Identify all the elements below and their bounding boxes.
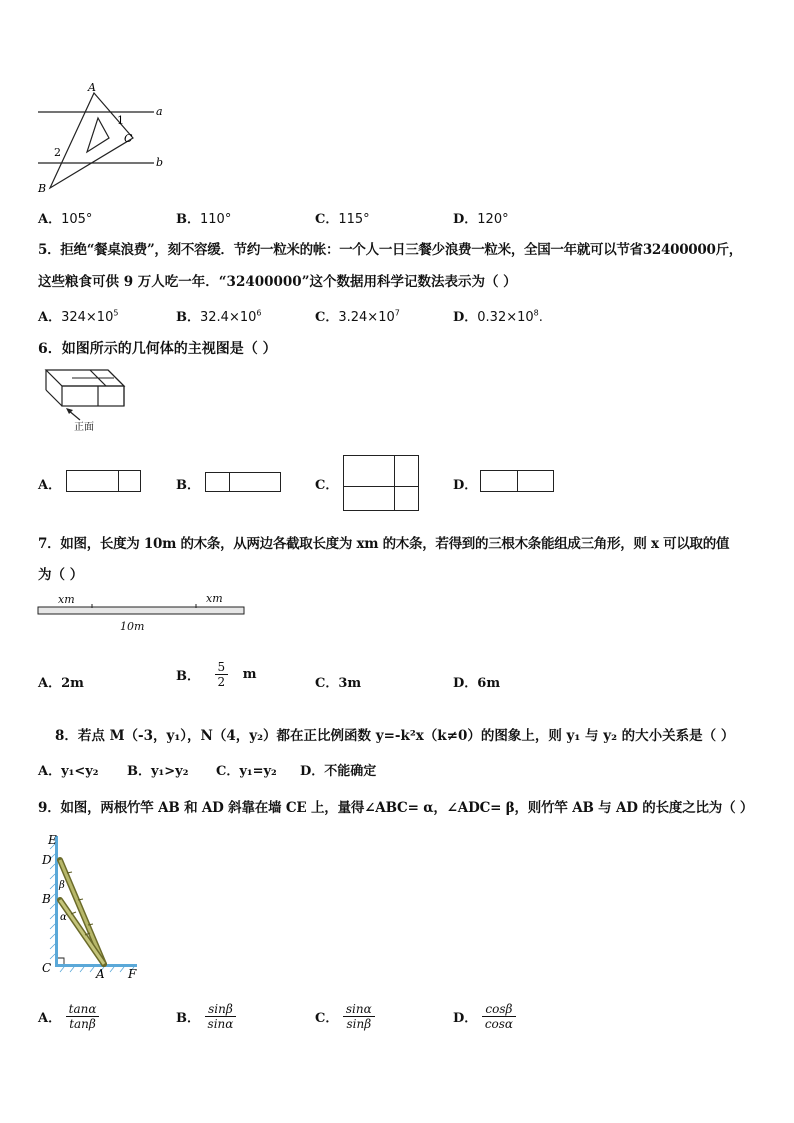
q9-label-D: D (42, 853, 52, 867)
q4-option-a[interactable] (38, 208, 92, 227)
q7-option-d-value: 6m (477, 676, 501, 691)
q4-option-b-value: 110° (200, 212, 232, 227)
q9-option-d-letter: D． (453, 1011, 478, 1026)
q7-left-label: xm (58, 593, 75, 606)
q7-option-b-unit: m (242, 667, 257, 682)
q4-option-c-letter: C． (315, 212, 339, 227)
q9-label-F: F (128, 967, 137, 980)
q8-option-a-letter: A． (38, 764, 62, 779)
q4-option-c[interactable] (315, 208, 370, 227)
q8-option-d-letter: D． (300, 764, 325, 779)
q6-option-c-shape (343, 455, 419, 511)
q9-option-a-den: tanβ (69, 1017, 96, 1031)
q6-option-d-shape (480, 470, 554, 492)
q6-option-b-shape (205, 472, 281, 492)
q8-option-d-value: 不能确定 (324, 764, 377, 779)
q5-option-c-base: 3.24×10 (338, 310, 395, 325)
q9-option-b[interactable] (176, 1002, 236, 1031)
q9-option-b-fraction (205, 1002, 237, 1031)
q5-option-d-exp: 8 (533, 308, 539, 318)
q4-figure (30, 78, 180, 198)
q8-option-c-letter: C． (216, 764, 240, 779)
q6-option-b-letter[interactable]: B． (176, 478, 200, 493)
q5-option-d-letter: D． (453, 310, 478, 325)
q9-label-E: E (48, 833, 57, 847)
q8-option-b[interactable] (127, 760, 188, 779)
q4-option-b-letter: B． (176, 212, 200, 227)
q4-label-b: b (156, 156, 164, 169)
q9-option-d[interactable] (453, 1002, 516, 1031)
q9-option-a[interactable] (38, 1002, 99, 1031)
q5-option-a-letter: A． (38, 310, 62, 325)
q5-option-c-letter: C． (315, 310, 339, 325)
q4-option-b[interactable] (176, 208, 231, 227)
q5-option-b-base: 32.4×10 (200, 310, 257, 325)
q7-option-c-letter: C． (315, 676, 339, 691)
q4-label-A: A (88, 81, 96, 94)
q5-stem-line2: 这些粮食可供 9 万人吃一年．“32400000”这个数据用科学记数法表示为（ ） (38, 274, 517, 290)
q8-option-c-value: y₁=y₂ (239, 764, 277, 779)
q4-label-1: 1 (117, 114, 124, 127)
q6-option-a-letter[interactable]: A． (38, 478, 62, 493)
q5-option-a-exp: 5 (113, 308, 119, 318)
q7-option-c-value: 3m (338, 676, 362, 691)
q7-option-a-letter: A． (38, 676, 62, 691)
q5-option-a-base: 324×10 (61, 310, 114, 325)
q9-option-b-letter: B． (176, 1011, 200, 1026)
q7-option-d-letter: D． (453, 676, 478, 691)
q8-option-b-value: y₁>y₂ (151, 764, 189, 779)
q5-option-a[interactable] (38, 306, 118, 325)
q4-option-c-value: 115° (338, 212, 370, 227)
q5-option-b-letter: B． (176, 310, 200, 325)
q7-option-b-fraction (215, 660, 229, 689)
q6-option-a-shape (66, 470, 141, 492)
q4-option-a-value: 105° (61, 212, 93, 227)
q4-label-a: a (156, 105, 163, 118)
q7-stem-line2: 为（ ） (38, 567, 84, 583)
q9-label-beta: β (59, 880, 65, 891)
q9-label-alpha: α (60, 912, 67, 923)
q9-option-c-fraction (343, 1002, 375, 1031)
q5-option-b-exp: 6 (256, 308, 262, 318)
q9-option-b-den: sinα (207, 1017, 234, 1031)
q5-option-d-tail: . (538, 310, 543, 325)
q7-option-d[interactable] (453, 672, 500, 691)
q7-right-label: xm (206, 592, 223, 605)
q9-stem: 9．如图，两根竹竿 AB 和 AD 斜靠在墙 CE 上，量得∠ABC= α，∠ADC= β，则竹竿 AB 与 AD 的长度之比为（ ） (38, 800, 754, 816)
q5-option-b[interactable] (176, 306, 261, 325)
q7-stem-line1: 7．如图，长度为 10m 的木条，从两边各截取长度为 xm 的木条，若得到的三根木条能组成三角形，则 x 可以取的值 (38, 536, 730, 552)
q9-figure (36, 830, 156, 980)
q9-option-d-den: cosα (484, 1017, 514, 1031)
q5-option-c[interactable] (315, 306, 400, 325)
q4-option-d-value: 120° (477, 212, 509, 227)
q9-option-c[interactable] (315, 1002, 375, 1031)
q5-stem-line1: 5．拒绝“餐桌浪费”，刻不容缓．节约一粒米的帐：一个人一日三餐少浪费一粒米，全国一年就可以节省32400000斤， (38, 242, 742, 258)
q5-option-d[interactable] (453, 306, 543, 325)
q8-option-a[interactable] (38, 760, 98, 779)
q9-label-C: C (42, 961, 52, 975)
q7-stick-figure (36, 604, 248, 618)
q4-option-d[interactable] (453, 208, 509, 227)
q8-option-c[interactable] (216, 760, 277, 779)
q8-stem: 8．若点 M（-3，y₁），N（4，y₂）都在正比例函数 y=-k²x（k≠0）的图象上，则 y₁ 与 y₂ 的大小关系是（ ） (55, 728, 735, 744)
q6-option-d-letter[interactable]: D． (453, 478, 478, 493)
q4-label-C: C (124, 132, 133, 145)
q9-option-a-num: tanα (66, 1002, 100, 1017)
q7-total-label: 10m (120, 620, 145, 633)
q7-option-b[interactable] (176, 660, 256, 689)
q4-option-d-letter: D． (453, 212, 478, 227)
q6-stem: 6．如图所示的几何体的主视图是（ ） (38, 341, 277, 357)
q8-option-a-value: y₁<y₂ (61, 764, 99, 779)
q4-option-a-letter: A． (38, 212, 62, 227)
q9-label-A: A (96, 967, 105, 980)
q9-option-a-fraction (66, 1002, 100, 1031)
q7-option-c[interactable] (315, 672, 361, 691)
q4-label-2: 2 (54, 146, 61, 159)
q9-option-a-letter: A． (38, 1011, 62, 1026)
q6-front-label: 正面 (74, 422, 94, 433)
q7-option-b-letter: B． (176, 669, 200, 684)
q9-option-b-num: sinβ (205, 1002, 237, 1017)
q6-option-c-letter[interactable]: C． (315, 478, 339, 493)
q9-option-c-num: sinα (343, 1002, 375, 1017)
q7-option-a-value: 2m (61, 676, 84, 691)
q7-option-b-den: 2 (217, 675, 226, 689)
q5-option-d-base: 0.32×10 (477, 310, 534, 325)
q7-option-b-num: 5 (217, 660, 226, 674)
q9-option-c-den: sinβ (346, 1017, 372, 1031)
q9-option-d-fraction (482, 1002, 516, 1031)
q9-option-d-num: cosβ (482, 1002, 516, 1017)
q8-option-b-letter: B． (127, 764, 151, 779)
q9-option-c-letter: C． (315, 1011, 339, 1026)
q7-option-a[interactable] (38, 672, 84, 691)
q9-label-B: B (42, 892, 51, 906)
q4-label-B: B (38, 182, 47, 195)
q8-option-d[interactable] (300, 760, 376, 779)
q5-option-c-exp: 7 (394, 308, 400, 318)
